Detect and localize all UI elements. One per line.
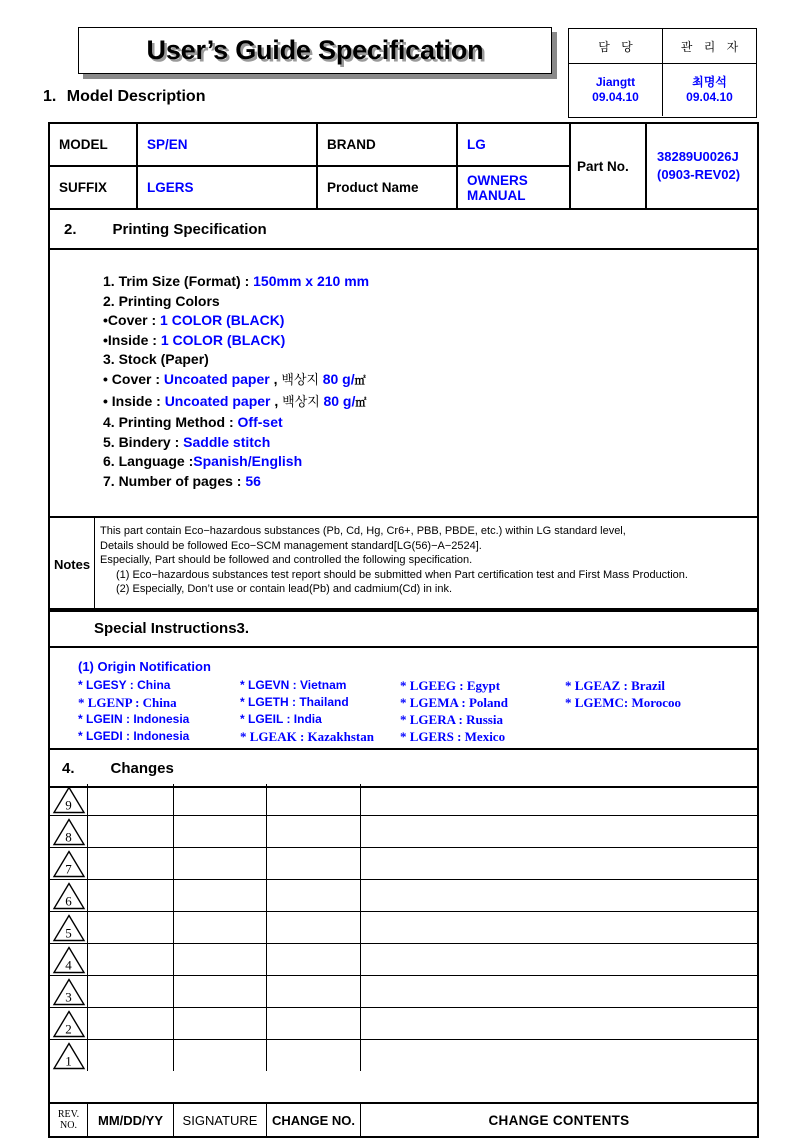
table-row xyxy=(50,912,757,944)
change-date-cell[interactable] xyxy=(88,784,174,815)
change-number-cell[interactable] xyxy=(267,944,361,975)
spec-trim-size-value: 150mm x 210 mm xyxy=(253,273,370,289)
revision-marker-cell xyxy=(50,784,88,815)
revision-number: 5 xyxy=(65,925,72,940)
table-row xyxy=(50,784,757,816)
spec-printing-method-value: Off-set xyxy=(237,414,283,431)
spec-cover-stock-sep: , xyxy=(269,370,282,387)
approval-manager-date: 09.04.10 xyxy=(686,90,733,104)
change-date-cell[interactable] xyxy=(88,976,174,1007)
revision-marker-cell xyxy=(50,1040,88,1071)
special-instructions-label: Special Instructions3. xyxy=(94,619,250,637)
revision-marker-cell xyxy=(50,912,88,943)
section-2-number: 2. xyxy=(64,220,77,238)
change-date-cell[interactable] xyxy=(88,912,174,943)
model-table-right xyxy=(571,124,757,208)
change-contents-cell[interactable] xyxy=(361,848,757,879)
revision-triangle-icon xyxy=(52,1042,86,1069)
section-1-label: Model Description xyxy=(66,88,206,105)
spec-cover-stock-weight: 80 g/ xyxy=(322,370,355,387)
revision-marker-cell xyxy=(50,880,88,911)
change-date-cell[interactable] xyxy=(88,1008,174,1039)
change-number-cell[interactable] xyxy=(267,1040,361,1071)
origin-item: * LGEMA : Poland xyxy=(400,695,508,710)
spec-bindery xyxy=(103,433,757,453)
spec-inside-stock-weight: 80 g/ xyxy=(323,392,356,409)
revision-triangle-icon xyxy=(52,1010,86,1037)
approval-header-owner xyxy=(569,29,663,63)
origin-item: * LGEDI : Indonesia xyxy=(78,729,190,743)
origin-item: * LGENP : China xyxy=(78,695,177,710)
section-2-label: Printing Specification xyxy=(112,220,267,238)
part-no-label: Part No. xyxy=(571,124,647,208)
notes-label: Notes xyxy=(50,518,95,610)
spec-inside-stock-sep: , xyxy=(270,392,283,409)
origin-item: * LGETH : Thailand xyxy=(240,695,349,709)
revision-number: 9 xyxy=(65,797,72,812)
approval-header-owner-label: 담 당 xyxy=(598,39,637,54)
change-date-cell[interactable] xyxy=(88,880,174,911)
approval-header-row xyxy=(569,29,756,64)
change-contents-cell[interactable] xyxy=(361,1040,757,1071)
change-date-cell[interactable] xyxy=(88,1040,174,1071)
note-line: (1) Eco−hazardous substances test report should be submitted when Part certification test and First Mass Production. xyxy=(116,568,688,581)
revision-number: 2 xyxy=(65,1021,72,1036)
change-contents-cell[interactable] xyxy=(361,1008,757,1039)
change-number-cell[interactable] xyxy=(267,816,361,847)
change-number-cell[interactable] xyxy=(267,912,361,943)
revision-triangle-icon xyxy=(52,978,86,1005)
document-title-box xyxy=(78,27,552,74)
changes-table xyxy=(48,784,759,1104)
part-no-value xyxy=(647,148,757,183)
part-no-line-2: (0903-REV02) xyxy=(657,167,741,182)
revision-triangle-icon xyxy=(52,914,86,941)
spec-printing-method-label: 4. Printing Method : xyxy=(103,414,238,431)
spec-cover-stock-value: Uncoated paper xyxy=(163,370,270,387)
section-4-label: Changes xyxy=(110,759,174,777)
section-2-heading xyxy=(48,208,759,250)
spec-cover-color-label: •Cover : xyxy=(103,312,161,329)
spec-trim-size xyxy=(103,272,757,292)
note-line: (2) Especially, Don’t use or contain lead(Pb) and cadmium(Cd) in ink. xyxy=(116,583,453,596)
change-signature-cell[interactable] xyxy=(174,816,267,847)
spec-page-count xyxy=(103,472,757,492)
model-value: SP/EN xyxy=(138,124,318,165)
change-signature-cell[interactable] xyxy=(174,944,267,975)
change-signature-cell[interactable] xyxy=(174,848,267,879)
footer-rev-no-line1: REV. xyxy=(57,1109,80,1120)
change-contents-cell[interactable] xyxy=(361,784,757,815)
table-row xyxy=(50,1040,757,1071)
spec-language-label: 6. Language : xyxy=(103,453,194,470)
approval-owner-name: Jiangtt xyxy=(595,75,636,89)
notes-body xyxy=(95,518,757,610)
table-row xyxy=(50,848,757,880)
revision-triangle-icon xyxy=(52,946,86,973)
spec-printing-method xyxy=(103,413,757,433)
footer-change-no: CHANGE NO. xyxy=(267,1104,361,1136)
notes-panel xyxy=(48,516,759,612)
spec-page-count-value: 56 xyxy=(245,472,261,489)
table-row xyxy=(50,1008,757,1040)
revision-number: 7 xyxy=(65,861,72,876)
change-signature-cell[interactable] xyxy=(174,1040,267,1071)
revision-triangle-icon xyxy=(52,850,86,877)
revision-number: 1 xyxy=(65,1053,72,1068)
change-signature-cell[interactable] xyxy=(174,976,267,1007)
model-table-row-2 xyxy=(50,167,569,208)
model-description-table xyxy=(48,122,759,210)
origin-item: * LGEIL : India xyxy=(240,712,322,726)
change-number-cell[interactable] xyxy=(267,848,361,879)
spec-inside-color xyxy=(103,331,757,351)
model-table-left xyxy=(50,124,571,208)
origin-item: * LGEAZ : Brazil xyxy=(565,678,666,693)
change-number-cell[interactable] xyxy=(267,976,361,1007)
spec-cover-stock-unit: ㎡ xyxy=(354,374,366,387)
product-name-value: OWNERS MANUAL xyxy=(467,172,528,203)
origin-item: * LGERS : Mexico xyxy=(400,729,506,744)
spec-inside-stock-unit: ㎡ xyxy=(355,396,367,409)
approval-manager-name: 최명석 xyxy=(692,75,727,89)
revision-triangle-icon xyxy=(52,882,86,909)
revision-marker-cell xyxy=(50,976,88,1007)
change-number-cell[interactable] xyxy=(267,784,361,815)
footer-change-contents: CHANGE CONTENTS xyxy=(488,1112,630,1128)
printing-specification-panel xyxy=(48,248,759,518)
origin-item: * LGEIN : Indonesia xyxy=(78,712,190,726)
spec-inside-stock-value: Uncoated paper xyxy=(164,392,271,409)
model-label: MODEL xyxy=(50,124,138,165)
origin-item: * LGESY : China xyxy=(78,678,171,692)
spec-cover-color-value: 1 COLOR (BLACK) xyxy=(160,312,285,329)
suffix-value: LGERS xyxy=(138,167,318,208)
approval-header-manager-label: 관 리 자 xyxy=(680,39,743,54)
spec-printing-colors-heading: 2. Printing Colors xyxy=(103,292,220,309)
spec-bindery-label: 5. Bindery : xyxy=(103,433,184,450)
change-signature-cell[interactable] xyxy=(174,784,267,815)
note-line: This part contain Eco−hazardous substances (Pb, Cd, Hg, Cr6+, PBB, PBDE, etc.) within LG standard level, xyxy=(100,525,626,537)
model-table-row-1 xyxy=(50,124,569,167)
spec-cover-color xyxy=(103,311,757,331)
origin-notification-panel xyxy=(48,646,759,750)
table-row xyxy=(50,816,757,848)
footer-rev-no xyxy=(50,1104,88,1136)
approval-owner-cell xyxy=(569,64,663,116)
footer-signature: SIGNATURE xyxy=(174,1104,267,1136)
spec-language-value: Spanish/English xyxy=(193,453,303,470)
section-1-heading xyxy=(43,88,205,106)
note-line: Especially, Part should be followed and controlled the following specification. xyxy=(100,554,473,567)
footer-date: MM/DD/YY xyxy=(88,1104,174,1136)
revision-number: 4 xyxy=(65,957,72,972)
change-signature-cell[interactable] xyxy=(174,912,267,943)
suffix-label: SUFFIX xyxy=(50,167,138,208)
spec-stock-heading: 3. Stock (Paper) xyxy=(103,351,209,368)
spec-language xyxy=(103,452,757,472)
spec-bindery-value: Saddle stitch xyxy=(183,433,271,450)
section-4-heading xyxy=(48,748,759,788)
table-row xyxy=(50,880,757,912)
page-title: User’s Guide Specification xyxy=(146,35,484,65)
brand-value: LG xyxy=(467,137,486,152)
approval-manager-cell xyxy=(663,64,756,116)
change-number-cell[interactable] xyxy=(267,880,361,911)
change-signature-cell[interactable] xyxy=(174,1008,267,1039)
revision-marker-cell xyxy=(50,816,88,847)
spec-inside-color-value: 1 COLOR (BLACK) xyxy=(160,331,286,348)
change-date-cell[interactable] xyxy=(88,816,174,847)
product-name-label: Product Name xyxy=(318,167,458,208)
special-instructions-heading xyxy=(48,608,759,648)
change-number-cell[interactable] xyxy=(267,1008,361,1039)
spec-inside-stock-label: • Inside : xyxy=(103,392,165,409)
change-date-cell[interactable] xyxy=(88,848,174,879)
revision-triangle-icon xyxy=(52,818,86,845)
change-contents-cell[interactable] xyxy=(361,912,757,943)
change-contents-cell[interactable] xyxy=(361,816,757,847)
change-date-cell[interactable] xyxy=(88,944,174,975)
revision-number: 6 xyxy=(65,893,72,908)
revision-marker-cell xyxy=(50,944,88,975)
approval-header-manager xyxy=(663,29,756,63)
brand-label: BRAND xyxy=(318,124,458,165)
part-no-line-1: 38289U0026J xyxy=(657,149,739,165)
origin-item: * LGEMC: Morocoo xyxy=(565,695,682,710)
spec-page-count-label: 7. Number of pages : xyxy=(103,472,246,489)
table-row xyxy=(50,976,757,1008)
spec-cover-stock-label: • Cover : xyxy=(103,370,164,387)
spec-inside-stock-ko: 백상지 xyxy=(282,393,324,409)
revision-number: 3 xyxy=(65,989,72,1004)
approval-owner-date: 09.04.10 xyxy=(592,90,639,104)
revision-triangle-icon xyxy=(52,786,86,813)
approval-value-row xyxy=(569,64,756,116)
approval-table xyxy=(568,28,757,118)
revision-marker-cell xyxy=(50,848,88,879)
section-1-number: 1. xyxy=(43,88,57,105)
printing-specification-list xyxy=(50,250,757,492)
origin-item: * LGERA : Russia xyxy=(400,712,503,727)
spec-trim-size-label: 1. Trim Size (Format) : xyxy=(103,273,254,289)
change-contents-cell[interactable] xyxy=(361,944,757,975)
section-4-number: 4. xyxy=(62,759,75,777)
change-contents-cell[interactable] xyxy=(361,976,757,1007)
spec-cover-stock-ko: 백상지 xyxy=(281,371,323,387)
footer-rev-no-line2: NO. xyxy=(60,1120,77,1131)
note-line: Details should be followed Eco−SCM management standard[LG(56)−A−2524]. xyxy=(100,539,482,552)
change-signature-cell[interactable] xyxy=(174,880,267,911)
revision-marker-cell xyxy=(50,1008,88,1039)
spec-cover-stock xyxy=(103,370,757,392)
origin-item: * LGEEG : Egypt xyxy=(400,678,501,693)
origin-item: * LGEAK : Kazakhstan xyxy=(240,729,374,744)
table-row xyxy=(50,944,757,976)
spec-inside-color-label: •Inside : xyxy=(103,331,161,348)
revision-number: 8 xyxy=(65,829,72,844)
changes-table-footer xyxy=(48,1102,759,1138)
change-contents-cell[interactable] xyxy=(361,880,757,911)
origin-item: * LGEVN : Vietnam xyxy=(240,678,347,692)
origin-notification-title: (1) Origin Notification xyxy=(78,659,211,674)
spec-inside-stock xyxy=(103,392,757,414)
